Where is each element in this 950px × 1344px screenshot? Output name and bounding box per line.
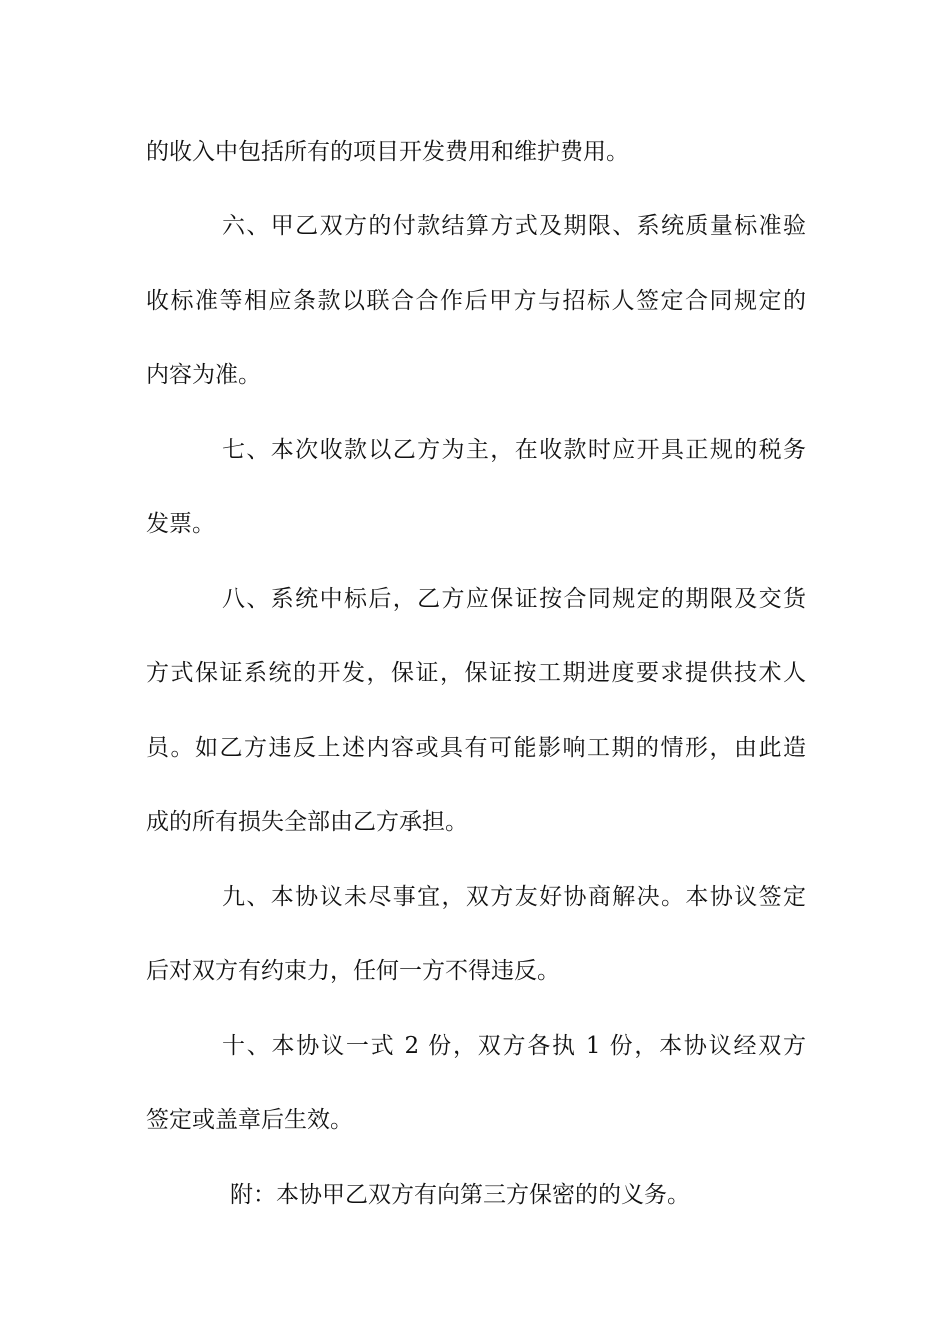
appendix-note: 附：本协甲乙双方有向第三方保密的的义务。 [230, 1182, 690, 1208]
clause-6-line-1: 六、甲乙双方的付款结算方式及期限、系统质量标准验 [222, 213, 806, 239]
clause-10-line-2: 签定或盖章后生效。 [146, 1107, 353, 1133]
clause-8-line-4: 成的所有损失全部由乙方承担。 [146, 809, 468, 835]
clause-7-line-2: 发票。 [146, 511, 215, 537]
clause-9-line-2: 后对双方有约束力，任何一方不得违反。 [146, 958, 560, 984]
clause-6-line-2: 收标准等相应条款以联合合作后甲方与招标人签定合同规定的 [146, 288, 806, 314]
clause-8-line-2: 方式保证系统的开发，保证，保证按工期进度要求提供技术人 [146, 660, 806, 686]
clause-8-line-3: 员。如乙方违反上述内容或具有可能影响工期的情形，由此造 [146, 735, 806, 761]
paragraph-5-line-2: 的收入中包括所有的项目开发费用和维护费用。 [146, 139, 629, 165]
clause-7-line-1: 七、本次收款以乙方为主，在收款时应开具正规的税务 [222, 437, 806, 463]
clause-6-line-3: 内容为准。 [146, 362, 261, 388]
clause-8-line-1: 八、系统中标后，乙方应保证按合同规定的期限及交货 [222, 586, 806, 612]
clause-10-line-1: 十、本协议一式 2 份，双方各执 1 份，本协议经双方 [222, 1033, 806, 1059]
clause-9-line-1: 九、本协议未尽事宜，双方友好协商解决。本协议签定 [222, 884, 806, 910]
